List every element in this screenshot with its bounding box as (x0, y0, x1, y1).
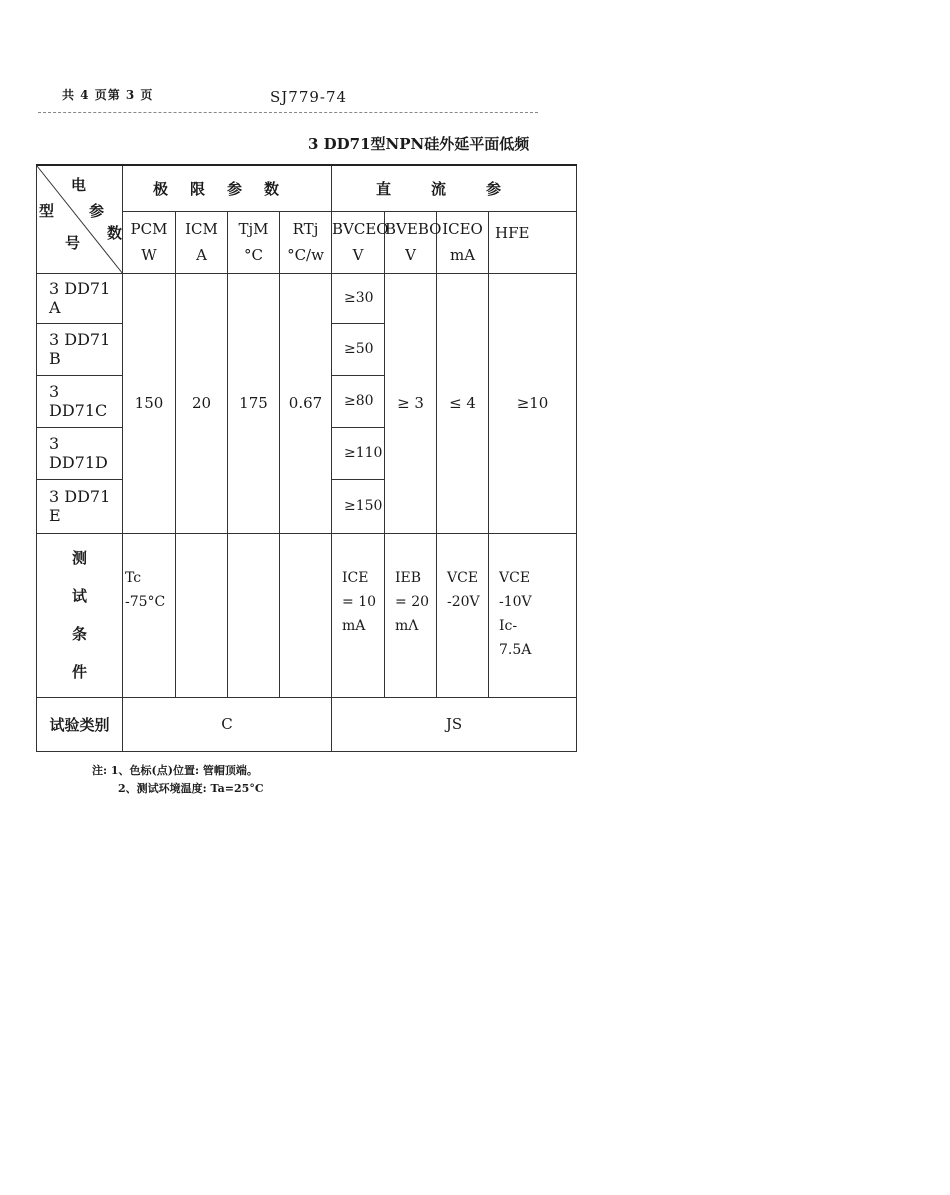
model-cell: 3 DD71C (37, 375, 123, 427)
pcm-condition: Tc -75°C (123, 533, 176, 697)
col-iceo-header: ICEO mA (437, 211, 489, 273)
category-limits-value: C (123, 697, 332, 751)
rtj-value: 0.67 (280, 273, 332, 533)
col-pcm-header: PCM W (123, 211, 176, 273)
bvceo-value: ≥150 (332, 479, 385, 533)
model-cell: 3 DD71 E (37, 479, 123, 533)
note-2: 2、测试环境温度: Ta=25°C (118, 782, 264, 795)
header-divider (38, 112, 538, 113)
bvebo-value: ≥ 3 (385, 273, 437, 533)
col-tjm-header: TjM °C (228, 211, 280, 273)
hfe-condition: VCE -10V Ic- 7.5A (489, 533, 577, 697)
condition-label: 测试条件 (37, 533, 123, 697)
model-cell: 3 DD71D (37, 427, 123, 479)
bvceo-value: ≥30 (332, 273, 385, 323)
group-dc-header: 直流参 (332, 165, 577, 211)
bvebo-condition: IEB = 20 mΛ (385, 533, 437, 697)
col-icm-header: ICM A (176, 211, 228, 273)
bvceo-value: ≥80 (332, 375, 385, 427)
bvceo-condition: ICE = 10 mA (332, 533, 385, 697)
note-1: 注: 1、色标(点)位置: 管帽顶端。 (92, 764, 258, 777)
model-cell: 3 DD71 A (37, 273, 123, 323)
category-dc-value: JS (332, 697, 577, 751)
bvceo-value: ≥50 (332, 323, 385, 375)
category-row (37, 697, 577, 751)
parameter-table (36, 164, 549, 752)
category-label: 试验类别 (37, 697, 123, 751)
col-hfe-header: HFE (489, 211, 577, 273)
corner-hao: 号 (65, 234, 81, 252)
corner-can: 参 (89, 202, 105, 220)
col-bvebo-header: BVEBO V (385, 211, 437, 273)
tjm-value: 175 (228, 273, 280, 533)
icm-value: 20 (176, 273, 228, 533)
standard-code: SJ779-74 (270, 88, 348, 106)
col-rtj-header: RTj °C/w (280, 211, 332, 273)
hfe-value: ≥10 (489, 273, 577, 533)
corner-shu: 数 (107, 224, 123, 242)
model-cell: 3 DD71 B (37, 323, 123, 375)
bvceo-value: ≥110 (332, 427, 385, 479)
condition-row (37, 533, 577, 697)
corner-xing: 型 (39, 202, 55, 220)
group-limits-header: 极限参数 (123, 165, 332, 211)
corner-header (37, 165, 123, 273)
page-pagination: 共 4 页第 3 页 (62, 88, 154, 102)
corner-dian: 电 (71, 176, 87, 194)
iceo-condition: VCE -20V (437, 533, 489, 697)
iceo-value: ≤ 4 (437, 273, 489, 533)
pcm-value: 150 (123, 273, 176, 533)
table-row (37, 273, 577, 323)
col-bvceo-header: BVCEO V (332, 211, 385, 273)
table-title: 3 DD71型NPN硅外延平面低频 (308, 135, 530, 153)
